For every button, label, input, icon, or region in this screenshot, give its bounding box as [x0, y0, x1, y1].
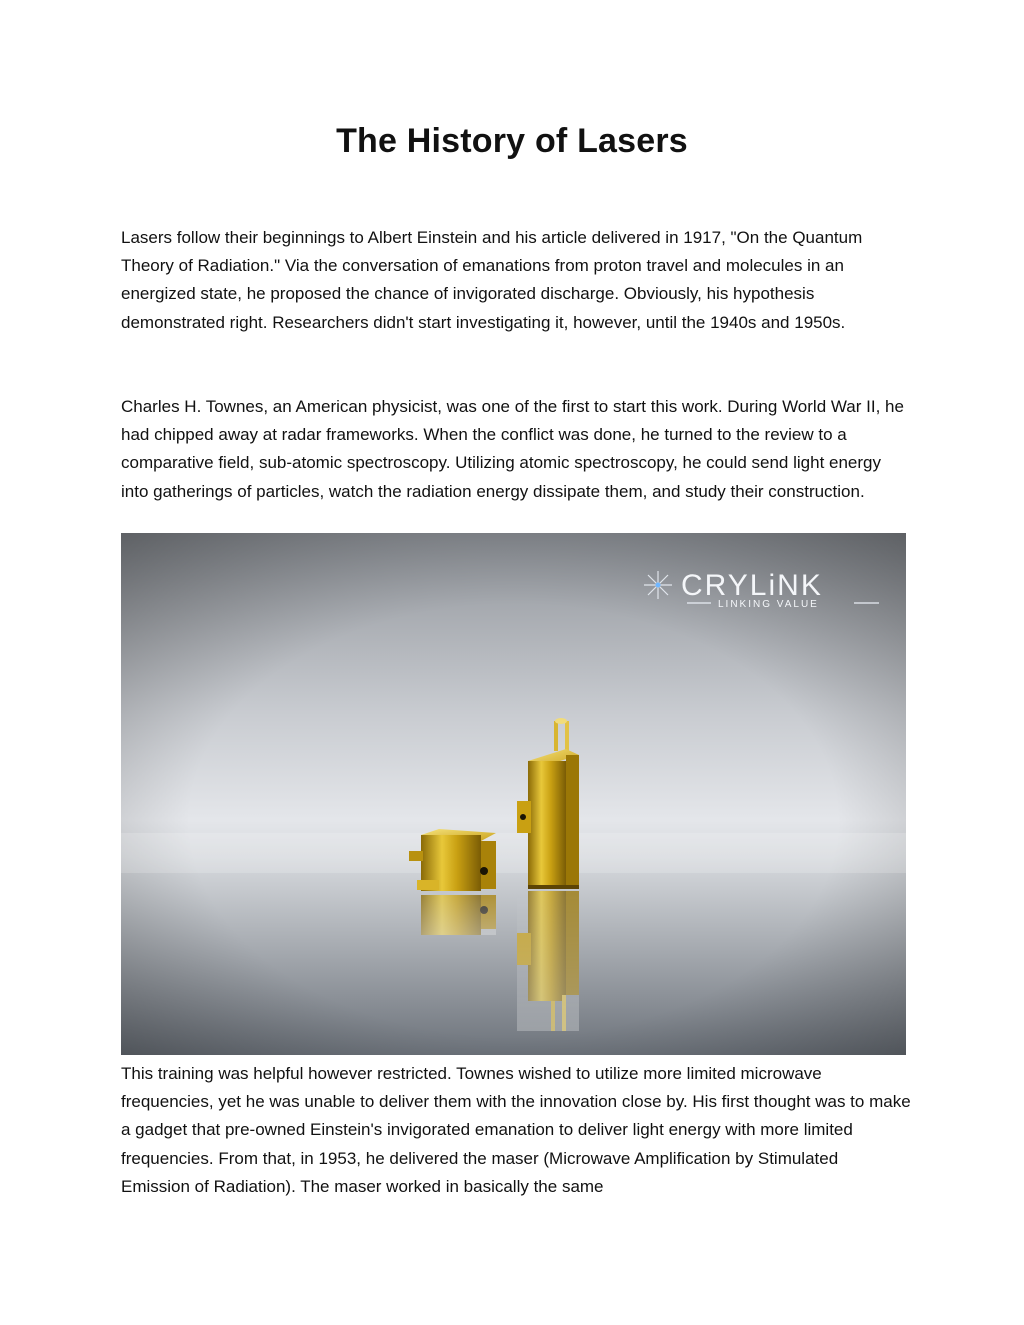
paragraph-maser: This training was helpful however restricted. Townes wished to utilize more limited microwave frequencies, yet he was unable to deliver them with the innovation close by. His first thought was to make a gadget that pre-owned Einstein's invigorated emanation to deliver light energy with more limited frequencies. From that, in 1953, he delivered the maser (Microwave Amplification by Stimulated Emission of Radiation). The maser worked in basically the same [121, 1064, 911, 1196]
product-photo [121, 533, 906, 1055]
svg-text:CRYLiNK: CRYLiNK [681, 569, 823, 602]
page-title: The History of Lasers [336, 122, 688, 160]
svg-text:LINKING VALUE: LINKING VALUE [718, 599, 819, 610]
paragraph-townes: Charles H. Townes, an American physicist, was one of the first to start this work. During World War II, he had chipped away at radar frameworks. When the conflict was done, he turned to the review to a comparative field, sub-atomic spectroscopy. Utilizing atomic spectroscopy, he could send light energy into gatherings of particles, watch the radiation energy dissipate them, and study their construction. [121, 397, 904, 501]
paragraph-einstein: Lasers follow their beginnings to Albert Einstein and his article delivered in 1917, "On the Quantum Theory of Radiation." Via the conversation of emanations from proton travel and molecules in an energized state, he proposed the chance of invigorated discharge. Obviously, his hypothesis demonstrated right. Researchers didn't start investigating it, however, until the 1940s and 1950s. [121, 228, 863, 332]
laser-module-small [409, 829, 496, 891]
